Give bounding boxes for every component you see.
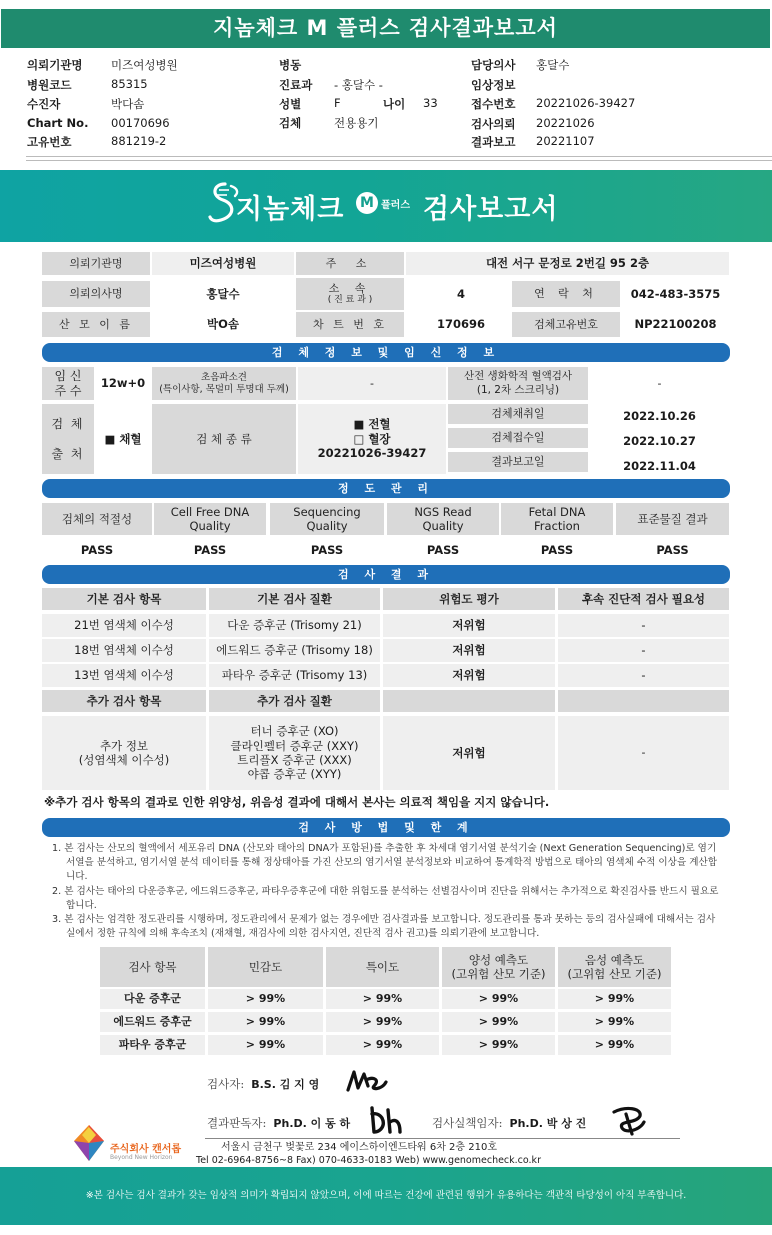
info-dept-label: 소 속 ( 진 료 과 ) [296, 278, 404, 310]
footer-disclaimer: ※본 검사는 검사 결과가 갖는 임상적 의미가 확립되지 않았으며, 이에 따르는 건강에 관련된 행위가 유용하다는 객관적 타당성이 아직 부족합니다. [0, 1167, 772, 1225]
qc-header-cell: NGS Read Quality [387, 503, 499, 535]
qc-value-cell: PASS [42, 539, 152, 561]
info-address-label: 주 소 [296, 252, 404, 275]
judge-signature-icon [366, 1104, 406, 1138]
method-item-3: 3. 본 검사는 엄격한 정도관리를 시행하며, 정도관리에서 문제가 없는 경우에만 검사결과를 보고합니다. 정도관리를 통과 못하는 등의 검사실패에 대해서는 검사실에서 정한 규칙에 의해 후속조치 (재채혈, 재검사에 의한 검사지연, 진단적 검사 권고)를 의뢰기관에 보고합니다. [52, 914, 716, 940]
specimen-source-label: 검 체 출 처 [42, 404, 94, 474]
company-name: 주식회사 캔서롭 [110, 1144, 182, 1155]
director-signature-icon [606, 1104, 650, 1136]
perf-header-cell: 양성 예측도 (고위험 산모 기준) [442, 947, 555, 987]
qc-header-cell: Cell Free DNA Quality [154, 503, 266, 535]
header-dept-value: - 홍달수 - [334, 78, 383, 92]
divider [26, 156, 772, 157]
info-contact-value: 042-483-3575 [622, 281, 729, 307]
info-specimen-id-label: 검체고유번호 [512, 312, 620, 337]
results-header-cell: 기본 검사 항목 [42, 588, 206, 610]
header-specimen-value: 전용용기 [334, 116, 379, 130]
header-doctor-value: 홍달수 [536, 58, 570, 72]
results-row-cell: 파타우 증후군 (Trisomy 13) [209, 664, 380, 687]
info-mother-label: 산 모 이 름 [42, 312, 150, 337]
results-row-cell: 13번 염색체 이수성 [42, 664, 206, 687]
specimen-received-label: 검체접수일 [448, 428, 588, 448]
info-institution-label: 의뢰기관명 [42, 252, 150, 275]
perf-row-cell: 에드워드 증후군 [100, 1012, 205, 1032]
specimen-ultrasound-label: 초음파소견 (특이사항, 목덜미 투명대 두께) [152, 367, 296, 400]
method-item-2: 2. 본 검사는 태아의 다운증후군, 에드워드증후군, 파타우증후군에 대한 위험도를 분석하는 선별검사이며 진단을 위해서는 추가적으로 확진검사를 반드시 필요로 합니다. [52, 885, 719, 911]
header-age-label: 나이 [383, 97, 406, 111]
header-receipt-value: 20221026-39427 [536, 96, 636, 110]
specimen-type-label: 검 체 종 류 [152, 404, 296, 474]
perf-row-cell: > 99% [208, 1012, 323, 1032]
results-row-cell: - [558, 614, 729, 637]
header-dept-label: 진료과 [279, 78, 313, 92]
info-chart-value: 170696 [406, 312, 516, 337]
header-request-value: 20221026 [536, 116, 595, 130]
specimen-type-value: ■ 전혈 □ 혈장 20221026-39427 [298, 404, 446, 474]
report-banner [0, 170, 772, 242]
results-row-cell: 저위험 [383, 664, 555, 687]
report-title: 지놈체크 M 플러스 검사결과보고서 [1, 9, 770, 48]
header-col1-row3: 수진자 [27, 97, 61, 111]
results-row-cell: 저위험 [383, 639, 555, 662]
header-request-label: 검사의뢰 [471, 117, 516, 131]
company-logo-icon [72, 1123, 106, 1163]
perf-header-cell: 검사 항목 [100, 947, 205, 987]
info-contact-label: 연 락 처 [512, 281, 620, 307]
header-unique-no-value: 881219-2 [111, 134, 167, 148]
info-address-value: 대전 서구 문정로 2번길 95 2층 [406, 252, 729, 275]
company-contact: Tel 02-6964-8756~8 Fax) 070-4633-0183 Web) www.genomecheck.co.kr [196, 1155, 541, 1166]
banner-plus: 플러스 [381, 200, 410, 211]
perf-row-cell: 다운 증후군 [100, 989, 205, 1009]
specimen-collected-value: 2022.10.26 [590, 404, 729, 428]
qc-header-cell: Sequencing Quality [270, 503, 384, 535]
header-ward-label: 병동 [279, 58, 302, 72]
header-chart-value: 00170696 [111, 116, 170, 130]
qc-value-cell: PASS [387, 539, 499, 561]
header-col1-row1: 의뢰기관명 [27, 58, 83, 72]
perf-row-cell: > 99% [558, 1035, 671, 1055]
header-col1-row4: Chart No. [27, 116, 89, 130]
perf-row-cell: > 99% [442, 1012, 555, 1032]
perf-row-cell: > 99% [442, 1035, 555, 1055]
specimen-reported-label: 결과보고일 [448, 452, 588, 472]
perf-row-cell: > 99% [208, 989, 323, 1009]
qc-header-cell: 표준물질 결과 [616, 503, 729, 535]
section-methods-header: 검 사 방 법 및 한 계 [42, 818, 730, 837]
header-specimen-label: 검체 [279, 116, 302, 130]
results-row-cell: 에드워드 증후군 (Trisomy 18) [209, 639, 380, 662]
specimen-screening-label: 산전 생화학적 혈액검사 (1, 2차 스크리닝) [448, 367, 588, 400]
perf-row-cell: > 99% [558, 989, 671, 1009]
section-specimen-header: 검 체 정 보 및 임 신 정 보 [42, 343, 730, 362]
header-doctor-label: 담당의사 [471, 58, 516, 72]
results-row-cell: 18번 염색체 이수성 [42, 639, 206, 662]
banner-m-badge: M [356, 192, 378, 214]
qc-value-cell: PASS [270, 539, 384, 561]
header-patient-value: 박다솜 [111, 97, 145, 111]
results-header-cell: 후속 진단적 검사 필요성 [558, 588, 729, 610]
specimen-received-value: 2022.10.27 [590, 430, 729, 452]
disclaimer-note: ※추가 검사 항목의 결과로 인한 위양성, 위음성 결과에 대해서 본사는 의료적 책임을 지지 않습니다. [44, 795, 550, 809]
signature-tester: 검사자: B.S. 김 지 영 [207, 1077, 320, 1091]
header-sex-label: 성별 [279, 97, 302, 111]
signature-judge: 결과판독자: Ph.D. 이 동 하 [207, 1116, 351, 1130]
header-hospital-code-value: 85315 [111, 77, 148, 91]
perf-row-cell: > 99% [326, 1012, 439, 1032]
results-add-followup: - [558, 716, 729, 790]
header-report-label: 결과보고 [471, 135, 516, 149]
divider [26, 160, 772, 161]
qc-value-cell: PASS [616, 539, 729, 561]
qc-header-cell: Fetal DNA Fraction [501, 503, 613, 535]
perf-header-cell: 음성 예측도 (고위험 산모 기준) [558, 947, 671, 987]
results-add-header-blank [558, 690, 729, 712]
qc-header-cell: 검체의 적절성 [42, 503, 152, 535]
specimen-weeks-value: 12w+0 [96, 367, 150, 400]
section-results-header: 검 사 결 과 [42, 565, 730, 584]
company-tagline: Beyond New Horizon [110, 1154, 173, 1161]
section-qc-header: 정 도 관 리 [42, 479, 730, 498]
perf-header-cell: 특이도 [326, 947, 439, 987]
header-sex-value: F [334, 96, 341, 110]
header-institution-value: 미즈여성병원 [111, 58, 178, 72]
signature-director: 검사실책임자: Ph.D. 박 상 진 [432, 1116, 587, 1130]
info-chart-label: 차 트 번 호 [296, 312, 404, 337]
results-row-cell: - [558, 639, 729, 662]
perf-row-cell: > 99% [208, 1035, 323, 1055]
results-row-cell: - [558, 664, 729, 687]
specimen-weeks-label: 임 신 주 수 [42, 367, 94, 400]
banner-title: 검사보고서 [423, 194, 559, 225]
results-header-cell: 기본 검사 질환 [209, 588, 380, 610]
results-row-cell: 저위험 [383, 614, 555, 637]
info-dept-value: 4 [406, 281, 516, 307]
specimen-screening-value: - [590, 367, 729, 400]
header-col1-row5: 고유번호 [27, 135, 72, 149]
qc-value-cell: PASS [154, 539, 266, 561]
header-age-value: 33 [423, 96, 438, 110]
specimen-source-value: ■ 채혈 [96, 404, 150, 474]
info-doctor-value: 홍달수 [152, 281, 294, 307]
qc-value-cell: PASS [501, 539, 613, 561]
header-report-value: 20221107 [536, 134, 595, 148]
perf-row-cell: 파타우 증후군 [100, 1035, 205, 1055]
specimen-reported-value: 2022.11.04 [590, 455, 729, 477]
method-item-1: 1. 본 검사는 산모의 혈액에서 세포유리 DNA (산모와 태아의 DNA가 포함된)를 추출한 후 차세대 염기서열 분석기술 (Next Generation Sequencing)로 염기 서열을 분석하고, 염기서열 분석 데이터를 통해 정상태아를 가진 산모의 염기서열 분석정보와 비교하여 통계학적 방법으로 태아의 염색체 수적 이상을 계산합니다. [52, 843, 718, 883]
banner-brand: 지놈체크 [236, 194, 345, 225]
info-specimen-id-value: NP22100208 [622, 312, 729, 337]
info-doctor-label: 의뢰의사명 [42, 281, 150, 307]
header-col1-row2: 병원코드 [27, 78, 72, 92]
info-institution-value: 미즈여성병원 [152, 252, 294, 275]
company-address: 서울시 금천구 벚꽃로 234 에이스하이엔드타워 6차 2층 210호 [221, 1142, 498, 1153]
info-mother-value: 박O솜 [152, 312, 294, 337]
results-row-cell: 다운 증후군 (Trisomy 21) [209, 614, 380, 637]
results-row-cell: 21번 염색체 이수성 [42, 614, 206, 637]
specimen-collected-label: 검체채취일 [448, 404, 588, 424]
results-add-header-cell: 추가 검사 항목 [42, 690, 206, 712]
perf-row-cell: > 99% [442, 989, 555, 1009]
results-add-risk: 저위험 [383, 716, 555, 790]
header-receipt-label: 접수번호 [471, 97, 516, 111]
perf-header-cell: 민감도 [208, 947, 323, 987]
header-clinical-label: 임상정보 [471, 78, 516, 92]
results-header-cell: 위험도 평가 [383, 588, 555, 610]
perf-row-cell: > 99% [558, 1012, 671, 1032]
tester-signature-icon [344, 1066, 390, 1096]
results-add-diseases: 터너 증후군 (XO) 클라인펠터 증후군 (XXY) 트리플X 증후군 (XXX) 야콥 증후군 (XYY) [209, 716, 380, 790]
perf-row-cell: > 99% [326, 989, 439, 1009]
specimen-ultrasound-value: - [298, 367, 446, 400]
results-add-header-cell: 추가 검사 질환 [209, 690, 380, 712]
results-add-header-blank [383, 690, 555, 712]
perf-row-cell: > 99% [326, 1035, 439, 1055]
methods-text [52, 842, 724, 941]
results-add-item: 추가 정보 (성염색체 이수성) [42, 716, 206, 790]
